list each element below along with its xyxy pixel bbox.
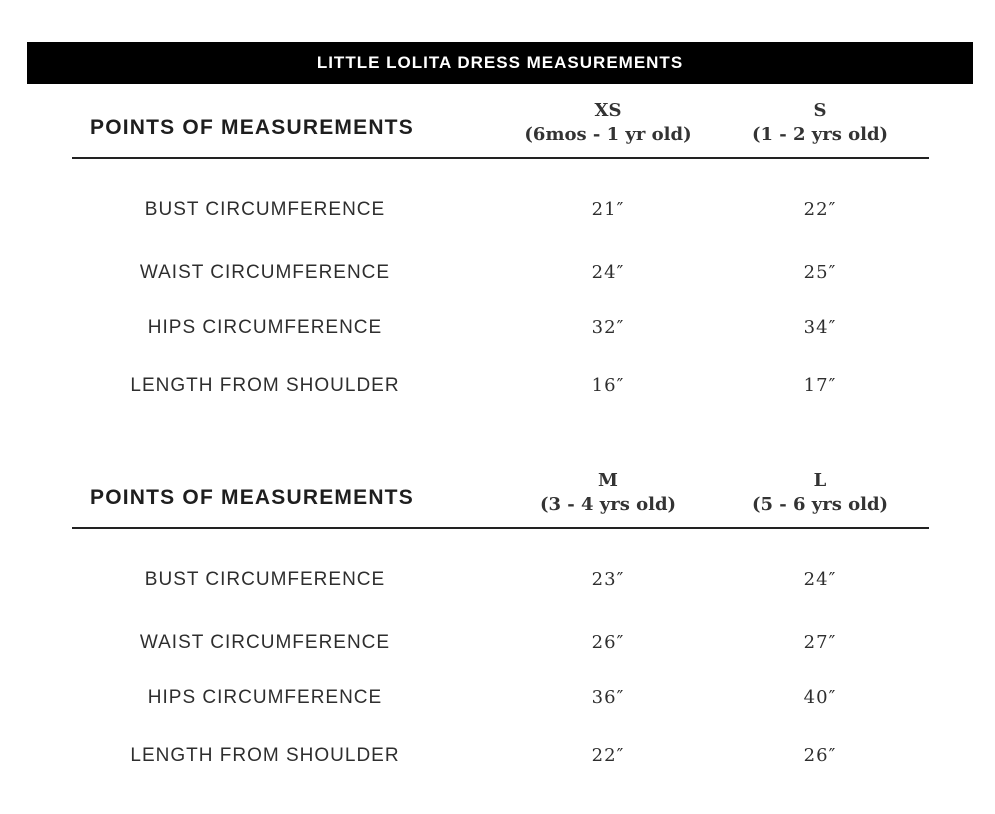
- title-banner: [27, 42, 973, 84]
- table-row: [0, 196, 995, 226]
- table-row: [0, 566, 995, 596]
- row-value: 24″: [591, 262, 625, 283]
- table-header: [0, 96, 995, 158]
- size-header-xs: [493, 99, 723, 147]
- size-age: (1 - 2 yrs old): [751, 124, 889, 145]
- row-label: LENGTH FROM SHOULDER: [130, 745, 400, 766]
- row-label: WAIST CIRCUMFERENCE: [139, 632, 391, 653]
- row-value: 27″: [803, 632, 837, 653]
- row-value: 32″: [591, 317, 625, 338]
- row-value: 26″: [591, 632, 625, 653]
- row-value: 22″: [803, 199, 837, 220]
- row-label: WAIST CIRCUMFERENCE: [139, 262, 391, 283]
- row-value: 21″: [591, 199, 625, 220]
- row-value: 16″: [591, 375, 625, 396]
- row-value: 22″: [591, 745, 625, 766]
- size-label: S: [813, 100, 827, 121]
- row-value: 17″: [803, 375, 837, 396]
- size-age: (6mos - 1 yr old): [524, 124, 692, 145]
- row-label: HIPS CIRCUMFERENCE: [147, 687, 383, 708]
- table-row: [0, 684, 995, 714]
- points-of-measurement-heading: POINTS OF MEASUREMENTS: [90, 116, 414, 139]
- size-header-l: [705, 469, 935, 517]
- header-divider: [72, 527, 929, 529]
- row-value: 26″: [803, 745, 837, 766]
- header-divider: [72, 157, 929, 159]
- size-header-s: [705, 99, 935, 147]
- measurement-table-2: [0, 466, 995, 766]
- row-value: 36″: [591, 687, 625, 708]
- size-age: (5 - 6 yrs old): [751, 494, 889, 515]
- row-value: 25″: [803, 262, 837, 283]
- row-value: 24″: [803, 569, 837, 590]
- row-value: 40″: [803, 687, 837, 708]
- row-label: HIPS CIRCUMFERENCE: [147, 317, 383, 338]
- row-label: BUST CIRCUMFERENCE: [144, 569, 386, 590]
- size-label: M: [598, 470, 618, 491]
- size-header-m: [493, 469, 723, 517]
- row-value: 34″: [803, 317, 837, 338]
- size-label: L: [813, 470, 827, 491]
- measurement-table-1: [0, 96, 995, 396]
- size-label: XS: [594, 100, 622, 121]
- points-of-measurement-heading: POINTS OF MEASUREMENTS: [90, 486, 414, 509]
- table-row: [0, 629, 995, 659]
- row-label: BUST CIRCUMFERENCE: [144, 199, 386, 220]
- size-age: (3 - 4 yrs old): [539, 494, 677, 515]
- table-row: [0, 742, 995, 772]
- table-row: [0, 314, 995, 344]
- row-value: 23″: [591, 569, 625, 590]
- table-row: [0, 372, 995, 402]
- table-header: [0, 466, 995, 528]
- table-row: [0, 259, 995, 289]
- row-label: LENGTH FROM SHOULDER: [130, 375, 400, 396]
- page-title: LITTLE LOLITA DRESS MEASUREMENTS: [316, 53, 684, 72]
